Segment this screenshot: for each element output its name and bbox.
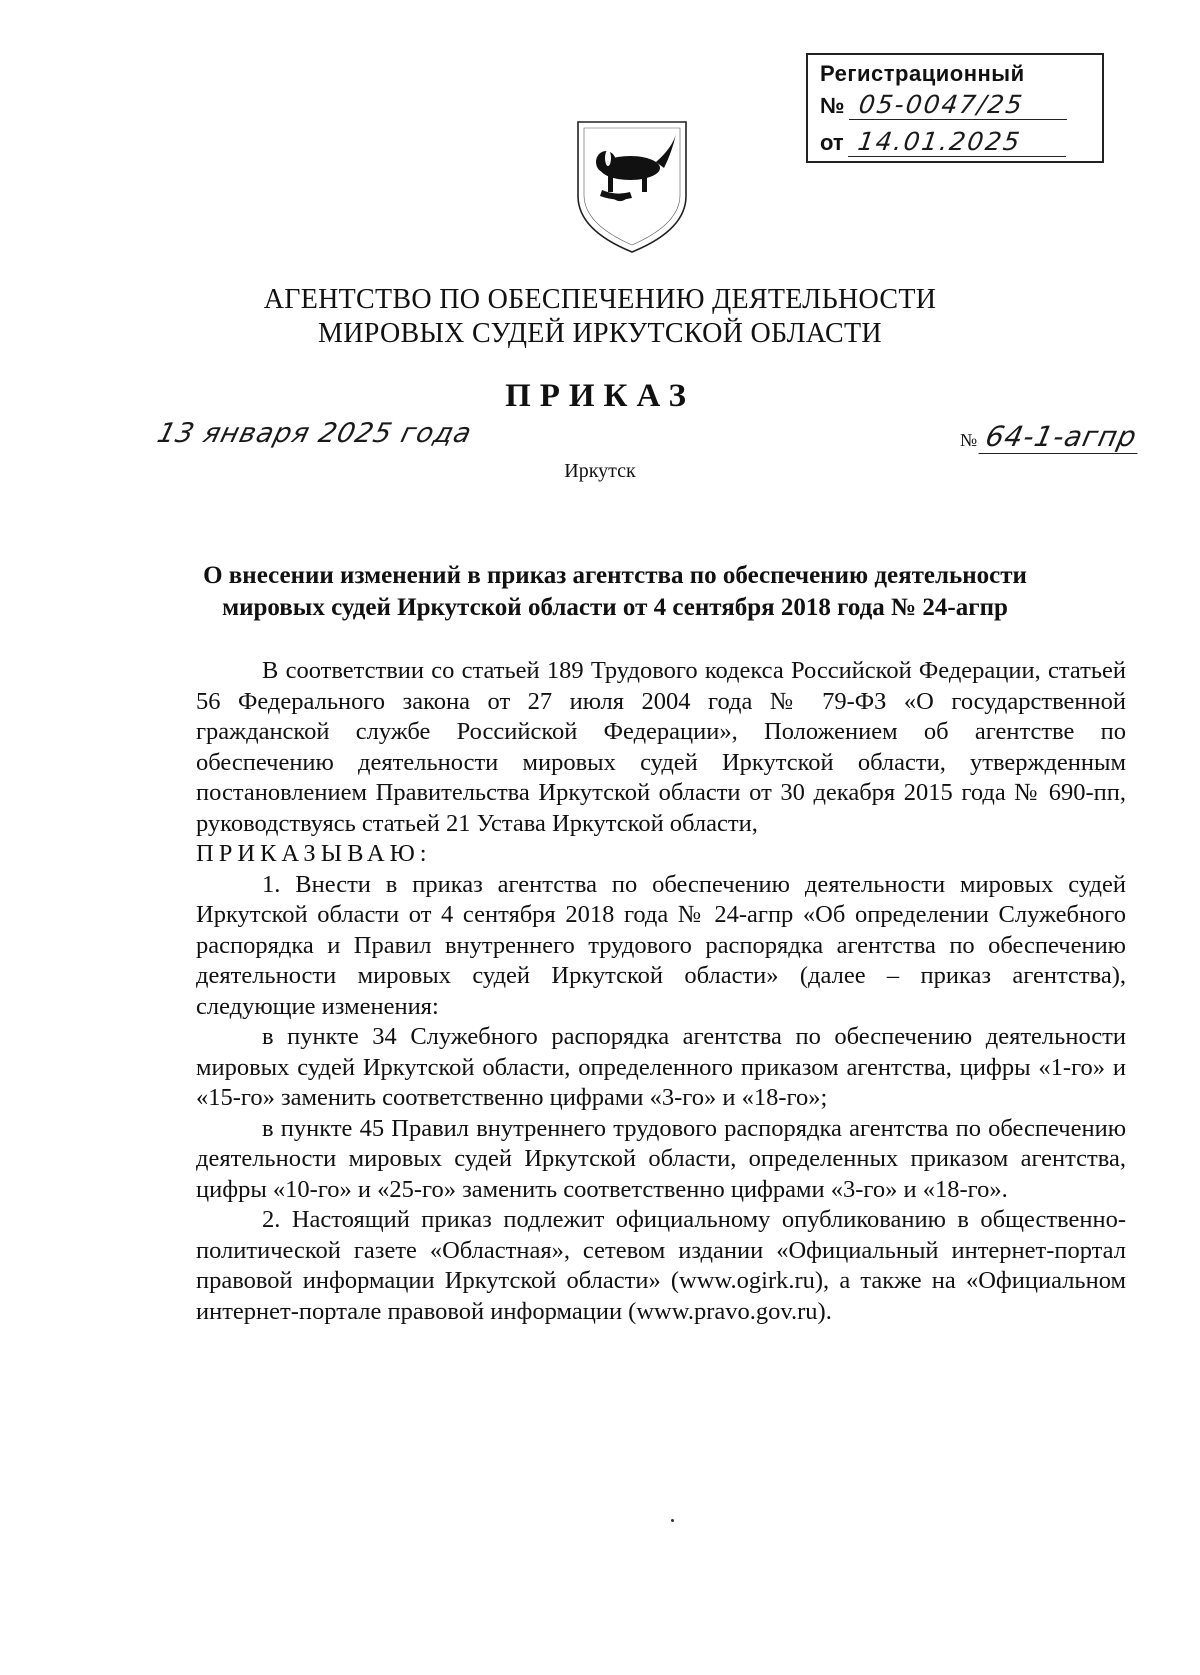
order-date-handwritten: 13 января 2025 года — [154, 418, 476, 449]
order-number — [960, 420, 1140, 454]
item-1-paragraph: 1. Внести в приказ агентства по обеспечению деятельности мировых судей Иркутской области от 4 сентября 2018 года № 24-агпр «Об определении Служебного распорядка и Правил внутреннего трудового распорядка агентства по обеспечению деятельности мировых судей Иркутской области» (далее – приказ агентства), следующие изменения: — [196, 870, 1126, 1020]
order-directive: ПРИКАЗЫВАЮ: — [196, 840, 432, 867]
registration-stamp — [806, 53, 1104, 163]
registration-number-label: № — [820, 93, 845, 118]
item-1a-paragraph: в пункте 34 Служебного распорядка агентства по обеспечению деятельности мировых судей Иркутской области, определенного приказом агентства, цифры «1-го» и «15-го» заменить соответственно цифрами «3-го» и «18-го»; — [196, 1023, 1126, 1111]
item-2-paragraph: 2. Настоящий приказ подлежит официальному опубликованию в общественно-политической газете «Областная», сетевом издании «Официальный интернет-портал правовой информации Иркутской области» (www.ogirk.ru), а также на «Официальном интернет-портале правовой информации (www.pravo.gov.ru). — [196, 1206, 1126, 1325]
order-body — [196, 656, 1126, 1327]
registration-title: Регистрационный — [820, 61, 1025, 86]
registration-date-line — [820, 127, 1068, 157]
city-name: Иркутск — [564, 460, 636, 482]
order-number-label: № — [960, 430, 978, 450]
order-number-handwritten: 64-1-агпр — [978, 420, 1144, 454]
registration-date-label: от — [820, 130, 844, 155]
agency-name-line1: АГЕНТСТВО ПО ОБЕСПЕЧЕНИЮ ДЕЯТЕЛЬНОСТИ — [263, 284, 937, 315]
document-type-title: ПРИКАЗ — [505, 378, 695, 414]
page-dot-mark — [671, 1519, 674, 1522]
registration-date-value: 14.01.2025 — [848, 127, 1070, 157]
order-subject-line1: О внесении изменений в приказ агентства по обеспечению деятельности — [203, 562, 1027, 589]
irkutsk-coat-of-arms-icon — [572, 118, 692, 256]
order-subject — [150, 560, 1080, 624]
agency-name-line2: МИРОВЫХ СУДЕЙ ИРКУТСКОЙ ОБЛАСТИ — [318, 318, 882, 349]
order-subject-line2: мировых судей Иркутской области от 4 сентября 2018 года № 24-агпр — [222, 594, 1008, 621]
registration-number-value: 05-0047/25 — [849, 90, 1071, 120]
item-1b-paragraph: в пункте 45 Правил внутреннего трудового распорядка агентства по обеспечению деятельности мировых судей Иркутской области, определенных приказом агентства, цифры «10-го» и «25-го» заменить соответственно цифрами «3-го» и «18-го». — [196, 1114, 1126, 1203]
preamble-paragraph: В соответствии со статьей 189 Трудового кодекса Российской Федерации, статьей 56 Федерального закона от 27 июля 2004 года № 79-ФЗ «О государственной гражданской службе Российской Федерации», Положением об агентстве по обеспечению деятельности мировых судей Иркутской области, утвержденным постановлением Правительства Иркутской области от 30 декабря 2015 года № 690-пп, руководствуясь статьей 21 Устава Иркутской области, — [196, 657, 1126, 837]
registration-number-line — [820, 90, 1069, 120]
